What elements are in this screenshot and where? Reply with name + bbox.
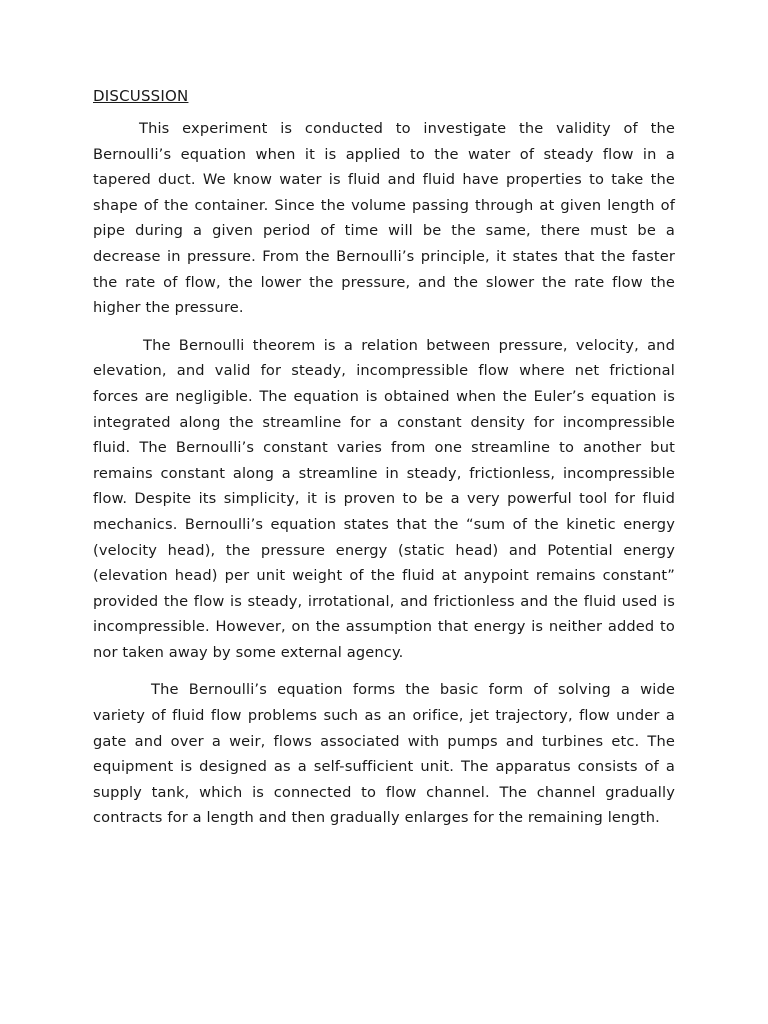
- paragraph-3: The Bernoulli’s equation forms the basic form of solving a wide variety of fluid flow problems such as an orifice, jet trajectory, flow under a gate and over a weir, flows associated with pumps and turbines etc. The equipment is designed as a self-sufficient unit. The apparatus consists of a supply tank, which is connected to flow channel. The channel gradually contracts for a length and then gradually enlarges for the remaining length.: [93, 681, 675, 827]
- paragraph-1: This experiment is conducted to investigate the validity of the Bernoulli’s equation when it is applied to the water of steady flow in a tapered duct. We know water is fluid and fluid have properties to take the shape of the container. Since the volume passing through at given length of pipe during a given period of time will be the same, there must be a decrease in pressure. From the Bernoulli’s principle, it states that the faster the rate of flow, the lower the pressure, and the slower the rate flow the higher the pressure.: [93, 120, 675, 317]
- document-page: [93, 86, 675, 843]
- section-heading: DISCUSSION: [93, 87, 189, 105]
- paragraph-2: The Bernoulli theorem is a relation between pressure, velocity, and elevation, and valid for steady, incompressible flow where net frictional forces are negligible. The equation is obtained when the Euler’s equation is integrated along the streamline for a constant density for incompressible fluid. The Bernoulli’s constant varies from one streamline to another but remains constant along a streamline in steady, frictionless, incompressible flow. Despite its simplicity, it is proven to be a very powerful tool for fluid mechanics. Bernoulli’s equation states that the “sum of the kinetic energy (velocity head), the pressure energy (static head) and Potential energy (elevation head) per unit weight of the fluid at anypoint remains constant” provided the flow is steady, irrotational, and frictionless and the fluid used is incompressible. However, on the assumption that energy is neither added to nor taken away by some external agency.: [93, 336, 675, 661]
